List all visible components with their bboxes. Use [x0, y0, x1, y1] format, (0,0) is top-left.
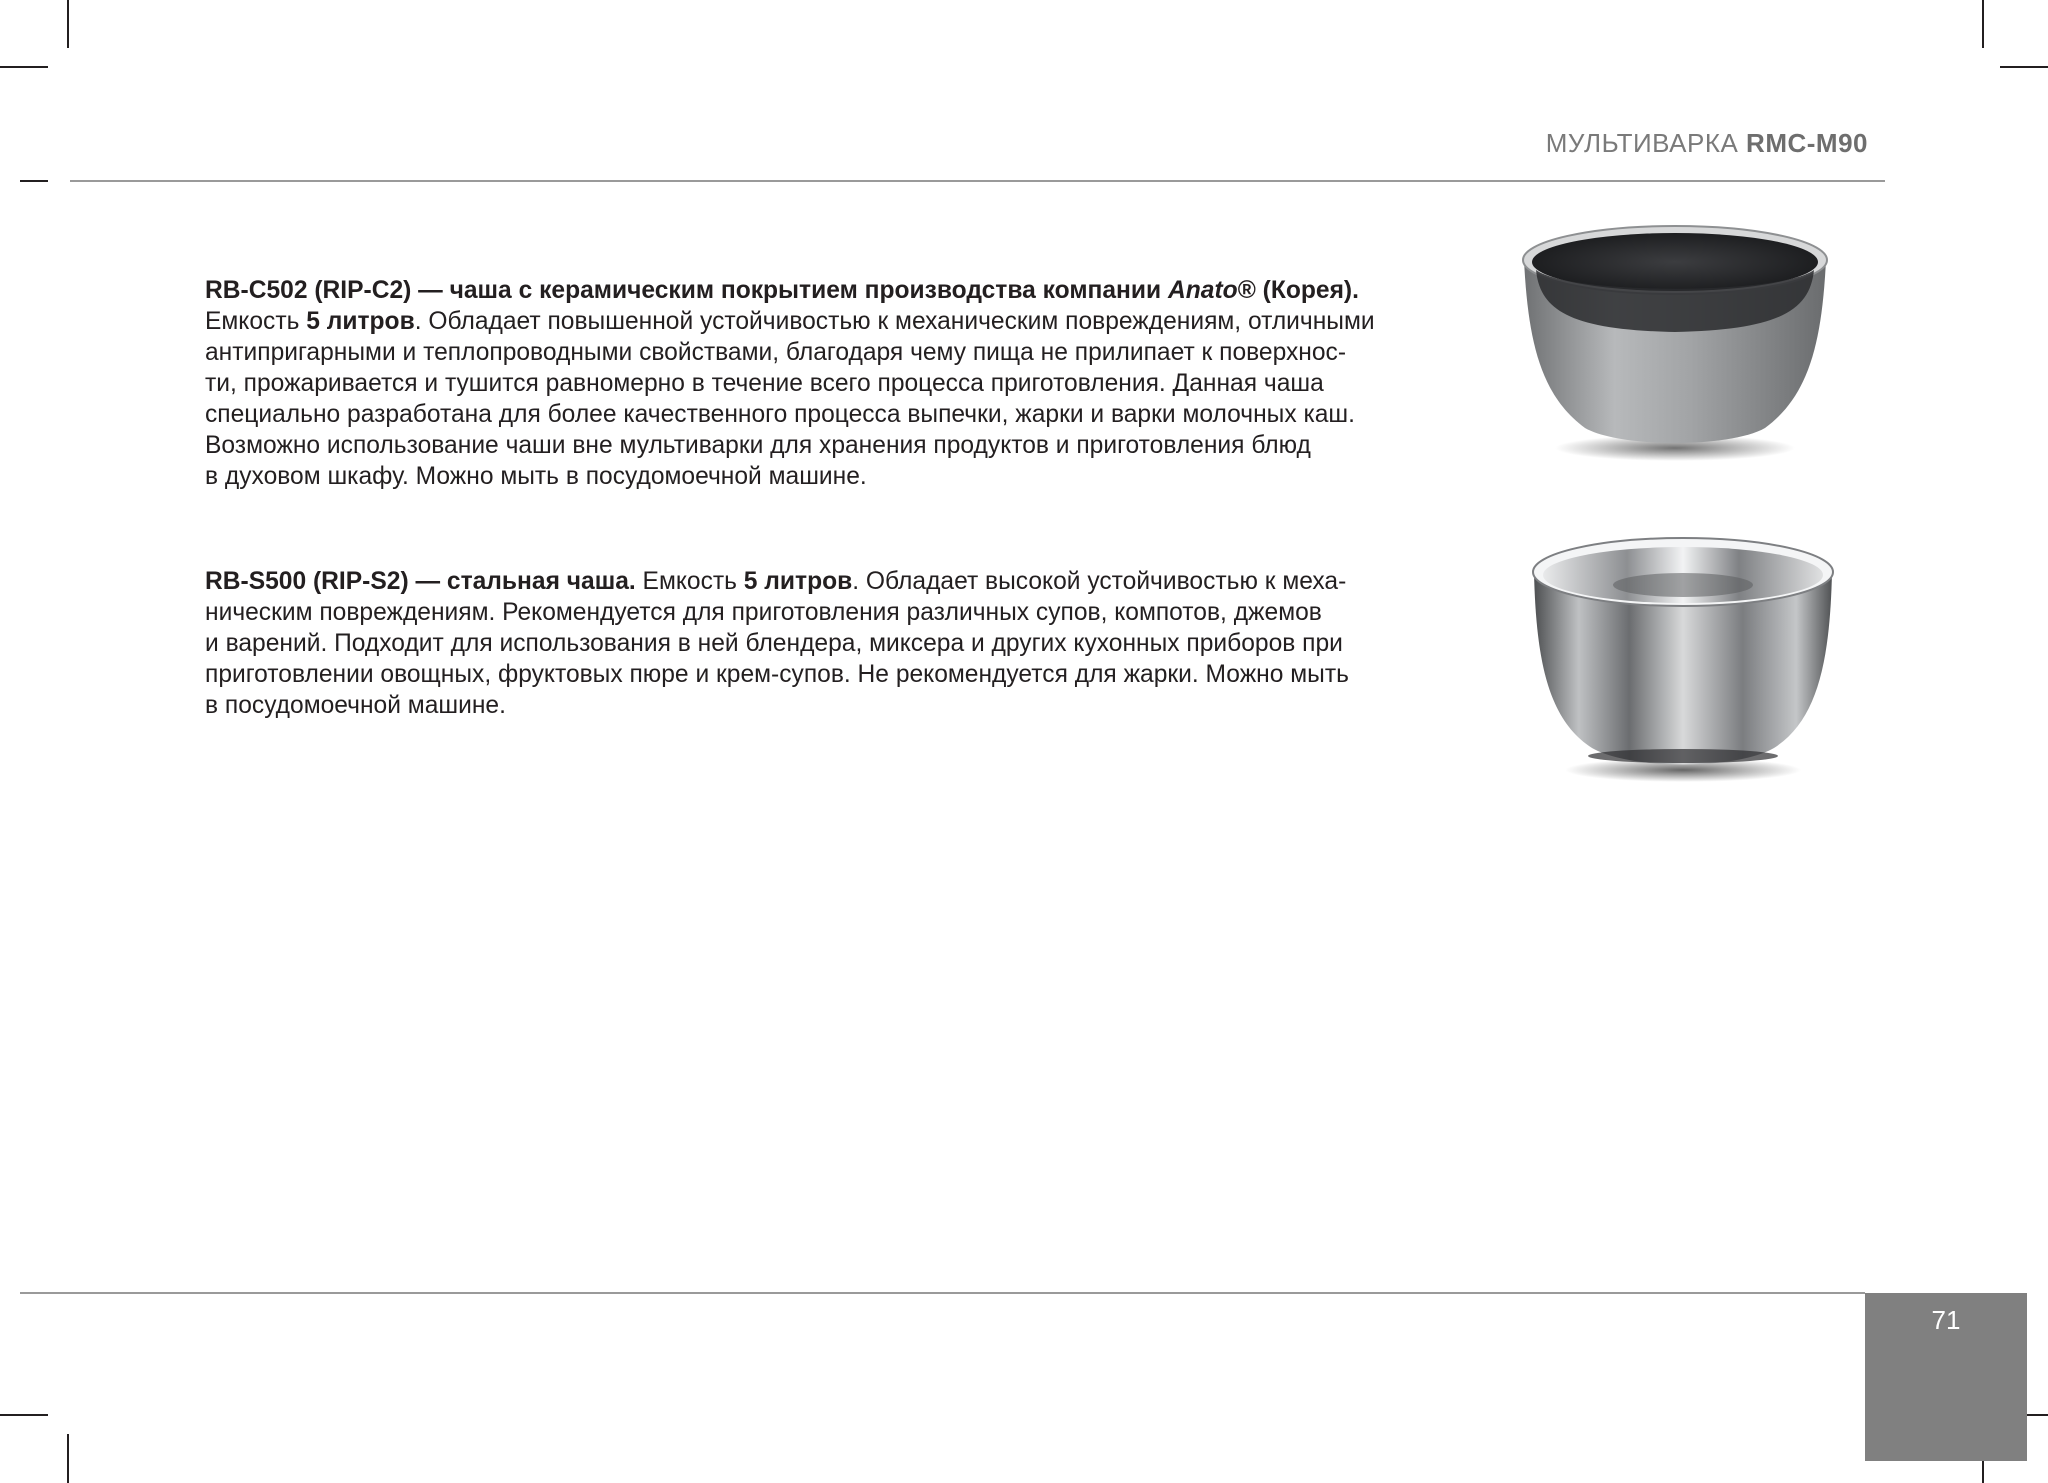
- text-run: . Обладает повышенной устойчивостью к механическим повреждениям, отличными: [414, 308, 1375, 335]
- text-line: [205, 337, 1505, 368]
- page-number-box: [1865, 1293, 2027, 1461]
- text-run: 5 литров: [743, 568, 853, 595]
- text-line: [205, 430, 1505, 461]
- text-run: специально разработана для более качественного процесса выпечки, жарки и варки молочных каш.: [205, 401, 1355, 428]
- crop-mark: [1982, 0, 1984, 48]
- ceramic-bowl-icon: [1510, 220, 1840, 465]
- text-run: Возможно использование чаши вне мультиварки для хранения продуктов и приготовления блюд: [205, 432, 1311, 459]
- ceramic-bowl-description: [205, 275, 1505, 492]
- crop-mark: [0, 66, 48, 68]
- text-line: [205, 628, 1505, 659]
- text-line: [205, 690, 1505, 721]
- text-line: [205, 275, 1505, 306]
- header-rule: [70, 180, 1885, 182]
- page-number: 71: [1931, 1305, 1961, 1335]
- text-line: [205, 306, 1505, 337]
- crop-mark: [67, 1434, 69, 1483]
- running-header: [1546, 128, 1868, 159]
- text-run: приготовлении овощных, фруктовых пюре и крем-супов. Не рекомендуется для жарки. Можно мыть: [205, 661, 1349, 688]
- text-line: [205, 566, 1505, 597]
- text-run: RB-C502 (RIP-C2) — чаша с керамическим покрытием производства компании: [205, 277, 1168, 304]
- crop-mark: [20, 180, 48, 182]
- footer-rule: [20, 1292, 1865, 1294]
- text-run: RB-S500 (RIP-S2) — стальная чаша.: [205, 568, 636, 595]
- steel-bowl-icon: [1520, 530, 1850, 790]
- text-line: [205, 659, 1505, 690]
- text-run: ническим повреждениям. Рекомендуется для приготовления различных супов, компотов, джемов: [205, 599, 1322, 626]
- text-line: [205, 597, 1505, 628]
- text-run: Емкость: [635, 568, 744, 595]
- text-run: в посудомоечной машине.: [205, 692, 506, 719]
- header-model: RMC-M90: [1746, 128, 1868, 158]
- text-run: Anato: [1168, 277, 1238, 304]
- text-run: и варений. Подходит для использования в ней блендера, миксера и других кухонных приборов при: [205, 630, 1343, 657]
- text-run: ти, прожаривается и тушится равномерно в течение всего процесса приготовления. Данная чаша: [205, 370, 1324, 397]
- text-run: антипригарными и теплопроводными свойствами, благодаря чему пища не прилипает к поверхнос-: [205, 339, 1347, 366]
- steel-bowl-description: [205, 566, 1505, 721]
- crop-mark: [0, 1414, 48, 1416]
- text-run: . Обладает высокой устойчивостью к меха-: [852, 568, 1347, 595]
- crop-mark: [2000, 66, 2048, 68]
- text-run: 5 литров: [306, 308, 415, 335]
- text-run: Емкость: [205, 308, 307, 335]
- crop-mark: [67, 0, 69, 48]
- text-line: [205, 368, 1505, 399]
- header-product: МУЛЬТИВАРКА: [1545, 128, 1739, 158]
- text-run: ® (Корея).: [1237, 277, 1359, 304]
- text-line: [205, 399, 1505, 430]
- text-line: [205, 461, 1505, 492]
- text-run: в духовом шкафу. Можно мыть в посудомоечной машине.: [205, 463, 867, 490]
